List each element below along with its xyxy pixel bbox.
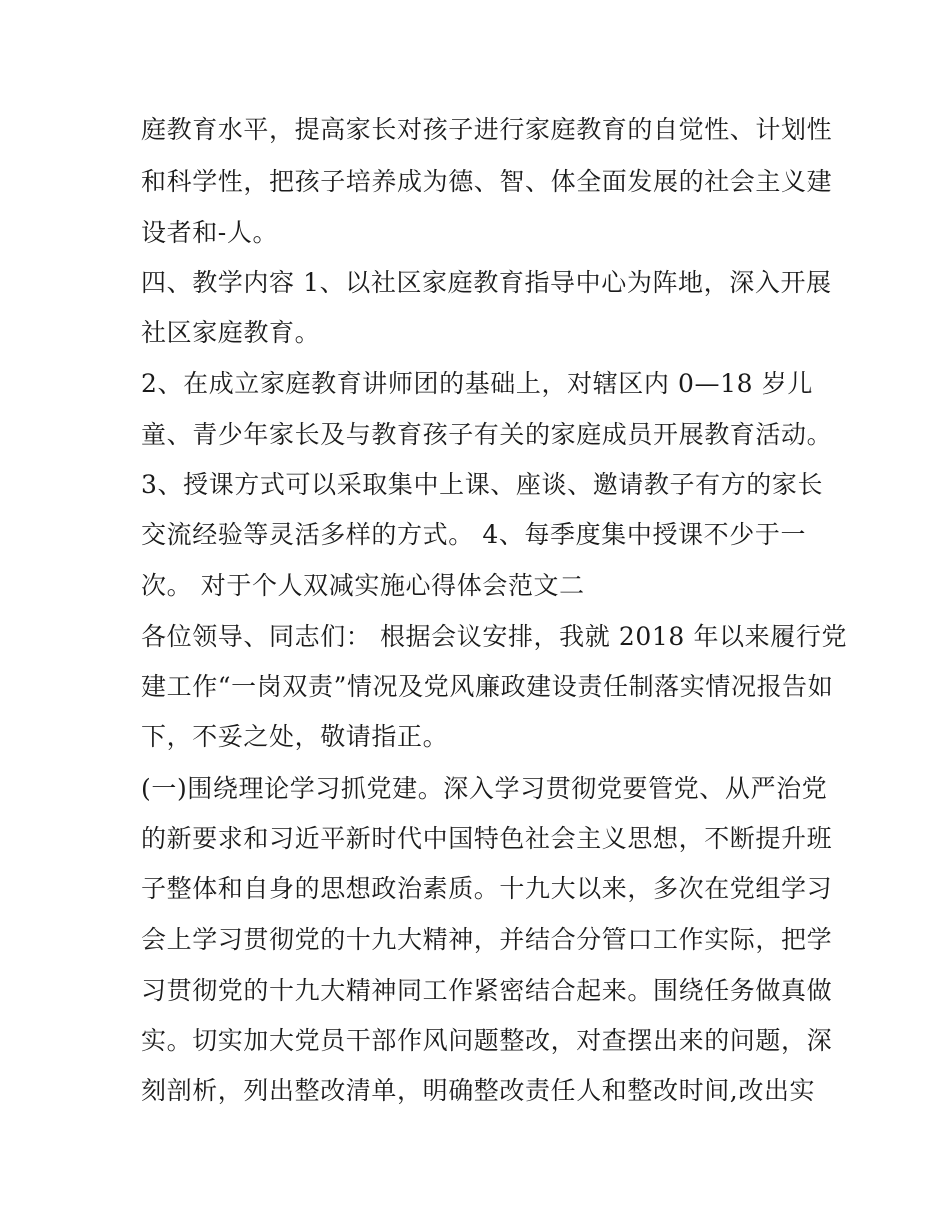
- text-line: 童、青少年家长及与教育孩子有关的家庭成员开展教育活动。: [141, 420, 833, 449]
- text-line: 下，不妥之处，敬请指正。: [141, 722, 449, 751]
- text-line: 各位领导、同志们： 根据会议安排，我就 2018 年以来履行党: [141, 622, 848, 651]
- text-line: 的新要求和习近平新时代中国特色社会主义思想，不断提升班: [141, 824, 833, 853]
- text-line: 四、教学内容 1、以社区家庭教育指导中心为阵地，深入开展: [141, 268, 832, 297]
- text-line: 设者和-人。: [141, 218, 279, 247]
- text-line: 刻剖析，列出整改清单，明确整改责任人和整改时间,改出实: [141, 1076, 816, 1105]
- text-line: 社区家庭教育。: [141, 318, 321, 347]
- text-line: 次。 对于个人双减实施心得体会范文二: [141, 571, 585, 600]
- text-line: 2、在成立家庭教育讲师团的基础上，对辖区内 0—18 岁儿: [141, 369, 813, 398]
- text-line: 子整体和自身的思想政治素质。十九大以来，多次在党组学习: [141, 874, 833, 903]
- text-line: 建工作“一岗双责”情况及党风廉政建设责任制落实情况报告如: [141, 672, 834, 701]
- text-line: 3、授课方式可以采取集中上课、座谈、邀请教子有方的家长: [141, 470, 824, 499]
- text-line: 庭教育水平，提高家长对孩子进行家庭教育的自觉性、计划性: [141, 115, 833, 144]
- text-line: 交流经验等灵活多样的方式。 4、每季度集中授课不少于一: [141, 520, 807, 549]
- text-line: (一)围绕理论学习抓党建。深入学习贯彻党要管党、从严治党: [141, 774, 828, 803]
- text-line: 实。切实加大党员干部作风问题整改，对查摆出来的问题，深: [141, 1026, 833, 1055]
- text-line: 和科学性，把孩子培养成为德、智、体全面发展的社会主义建: [141, 167, 833, 196]
- text-line: 习贯彻党的十九大精神同工作紧密结合起来。围绕任务做真做: [141, 976, 833, 1005]
- text-line: 会上学习贯彻党的十九大精神，并结合分管口工作实际，把学: [141, 925, 833, 954]
